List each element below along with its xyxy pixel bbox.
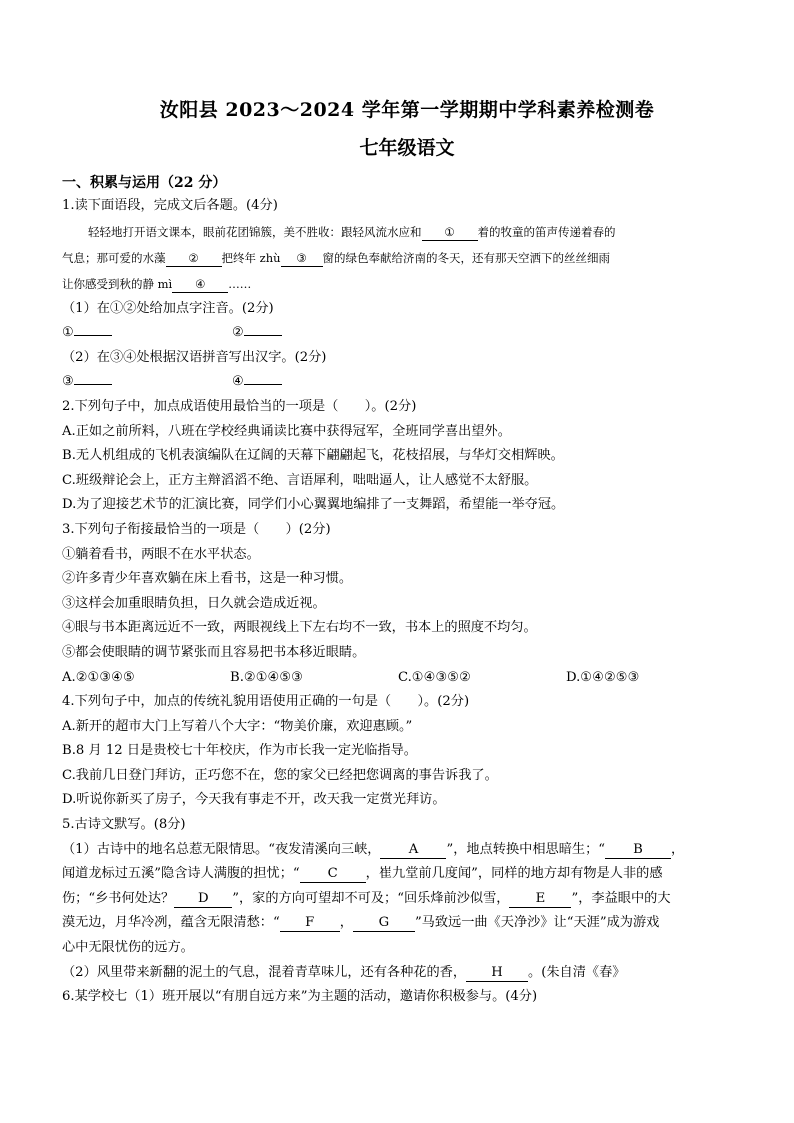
q5-stem: 5.古诗文默写。(8分) [62,817,186,833]
answer-blank[interactable] [244,321,282,336]
q1-blank-2: ② [166,250,222,267]
q3-stem: 3.下列句子衔接最恰当的一项是（ ）(2分) [62,521,331,537]
q5-line-4: 漠无边，月华冷冽，蕴含无限清愁：“ F ， G ”马致远一曲《天净沙》让“天涯”成为游戏 [62,915,660,931]
q3-sentence-2: ②许多青少年喜欢躺在床上看书，这是一种习惯。 [62,571,353,587]
q1-passage-line-3: 让你感受到秋的静 mì ④ …… [62,276,252,291]
q1-answer-row-1: ① ② [62,321,752,346]
q3-option-b: B.②①④⑤③ [230,669,303,685]
q4-option-c: C.我前几日登门拜访，正巧您不在，您的家父已经把您调离的事告诉我了。 [62,767,498,783]
q5-line-5: 心中无限忧伤的远方。 [62,940,194,956]
exam-subtitle: 七年级语文 [359,137,455,159]
q5-line-6: （2）风里带来新翻的泥土的气息，混着青草味儿，还有各种花的香， H 。(朱自清《春》 [62,964,626,980]
q2-option-c: C.班级辩论会上，正方主辩滔滔不绝、言语犀利，咄咄逼人，让人感觉不太舒服。 [62,472,538,488]
q1-sub1: （1）在①②处给加点字注音。(2分) [62,300,274,316]
q1-answer-row-2: ③ ④ [62,370,752,395]
q3-sentence-5: ⑤都会使眼睛的调节紧张而且容易把书本移近眼睛。 [62,644,366,660]
q5-blank-f: F [280,915,340,932]
q5-blank-g: G [353,915,415,932]
q1-blank-1: ① [422,224,478,241]
q1-passage-line-1: 轻轻地打开语文课本，眼前花团锦簇，美不胜收：跟轻风流水应和 ① 着的牧童的笛声传递着春的 [88,224,616,239]
q5-blank-b: B [605,842,671,859]
q5-blank-a: A [380,842,446,859]
q3-sentence-3: ③这样会加重眼睛负担，日久就会造成近视。 [62,595,326,611]
q3-option-d: D.①④②⑤③ [566,669,640,685]
q4-option-d: D.听说你新买了房子，今天我有事走不开，改天我一定赏光拜访。 [62,792,446,808]
exam-title: 汝阳县 2023～2024 学年第一学期期中学科素养检测卷 [159,99,655,121]
q3-options [62,666,752,691]
q3-sentence-1: ①躺着看书，两眼不在水平状态。 [62,546,260,562]
q3-option-a: A.②①③④⑤ [62,669,135,685]
section-heading: 一、积累与运用（22 分） [62,175,227,191]
q1-sub2: （2）在③④处根据汉语拼音写出汉字。(2分) [62,349,327,365]
q2-option-b: B.无人机组成的飞机表演编队在辽阔的天幕下翩翩起飞，花枝招展，与华灯交相辉映。 [62,448,564,464]
q5-line-1: （1）古诗中的地名总惹无限情思。“夜发清溪向三峡， A ”，地点转换中相思暗生；“ B ， [62,841,685,857]
q2-option-d: D.为了迎接艺术节的汇演比赛，同学们小心翼翼地编排了一支舞蹈，希望能一举夺冠。 [62,497,565,513]
q2-option-a: A.正如之前所料，八班在学校经典诵读比赛中获得冠军，全班同学喜出望外。 [62,423,511,439]
q2-stem: 2.下列句子中，加点成语使用最恰当的一项是（ ）。(2分) [62,398,417,414]
q1-blank-4: ④ [172,276,228,293]
q5-line-3: 伤；“乡书何处达？ D ”，家的方向可望却不可及；“回乐烽前沙似雪， E ”，李益眼中的大 [62,890,671,906]
answer-blank[interactable] [74,370,112,385]
q3-sentence-4: ④眼与书本距离远近不一致，两眼视线上下左右均不一致，书本上的照度不均匀。 [62,620,537,636]
q1-passage-line-2: 气息；那可爱的水藻 ② 把终年 zhù ③ 窗的绿色奉献给济南的冬天，还有那天空洒下的丝丝细雨 [62,250,611,265]
q3-option-c: C.①④③⑤② [398,669,471,685]
q5-blank-e: E [509,891,571,908]
answer-blank[interactable] [74,321,112,336]
q6-stem: 6.某学校七（1）班开展以“有朋自远方来”为主题的活动，邀请你积极参与。(4分) [62,989,538,1005]
q5-blank-c: C [300,866,366,883]
q1-stem: 1.读下面语段，完成文后各题。(4分) [62,198,278,213]
exam-page [62,96,752,1010]
q4-option-b: B.8 月 12 日是贵校七十年校庆，作为市长我一定光临指导。 [62,743,417,759]
q5-blank-d: D [174,891,232,908]
q4-option-a: A.新开的超市大门上写着八个大字：“物美价廉，欢迎惠顾。” [62,718,413,734]
q5-blank-h: H [466,965,528,982]
answer-blank[interactable] [244,370,282,385]
q5-line-2: 闻道龙标过五溪”隐含诗人满腹的担忧；“ C ，崔九堂前几度闻”，同样的地方却有物是人非的感 [62,866,663,882]
q1-blank-3: ③ [281,250,323,267]
q4-stem: 4.下列句子中，加点的传统礼貌用语使用正确的一句是（ ）。(2分) [62,694,470,710]
